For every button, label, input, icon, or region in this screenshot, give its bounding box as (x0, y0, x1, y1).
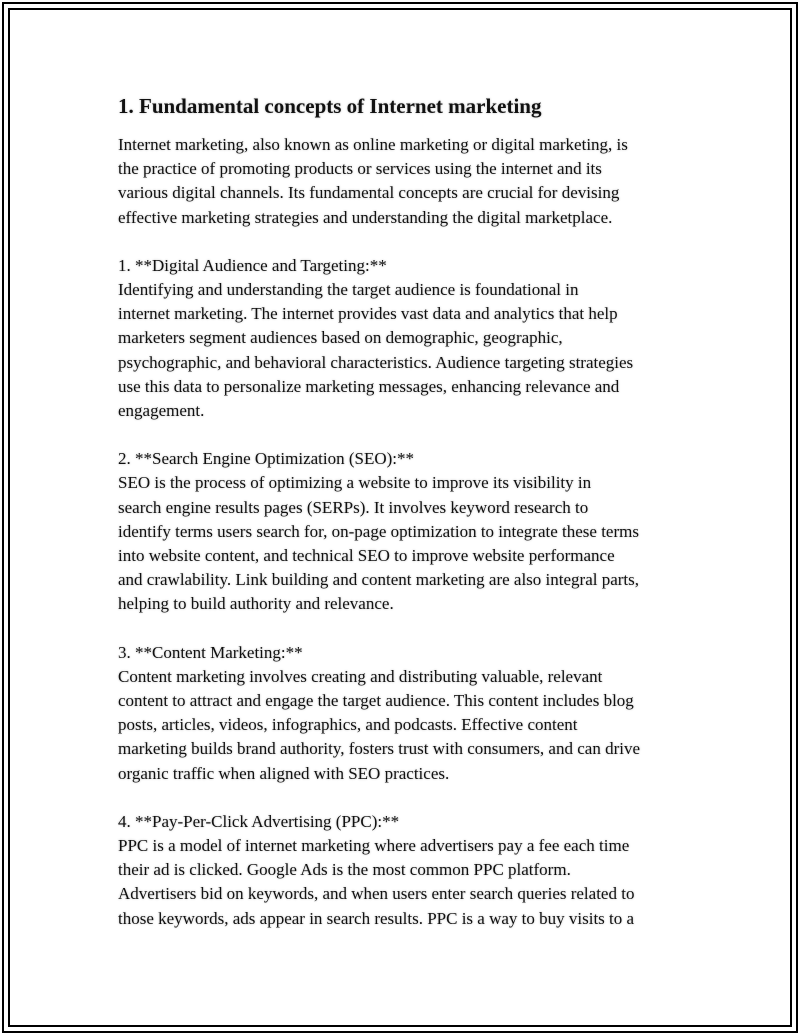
section-ppc (118, 810, 698, 931)
section-seo (118, 447, 698, 616)
section-body: Content marketing involves creating and distributing valuable, relevant content to attract and engage the target audience. This content includes blog posts, articles, videos, infographics, and podcasts. Effective content marketing builds brand authority, fosters trust with consumers, and can drive organic traffic when aligned with SEO practices. (118, 666, 641, 783)
section-title: 2. **Search Engine Optimization (SEO):** (118, 449, 415, 469)
section-body: SEO is the process of optimizing a website to improve its visibility in search engine results pages (SERPs). It involves keyword research to identify terms users search for, on-page optimization to integrate these terms into website content, and technical SEO to improve website performance and crawlability. Link building and content marketing are also integral parts, helping to build authority and relevance. (118, 473, 640, 614)
section-digital-audience (118, 254, 698, 423)
section-body: PPC is a model of internet marketing where advertisers pay a fee each time their ad is clicked. Google Ads is the most common PPC platform. Advertisers bid on keywords, and when users enter search queries related to those keywords, ads appear in search results. PPC is a way to buy visits to a (118, 836, 635, 928)
section-content-marketing (118, 641, 698, 786)
section-title: 1. **Digital Audience and Targeting:** (118, 255, 387, 275)
document-body (118, 92, 698, 955)
section-title: 3. **Content Marketing:** (118, 642, 303, 662)
section-title: 4. **Pay-Per-Click Advertising (PPC):** (118, 811, 400, 831)
section-body: Identifying and understanding the target audience is foundational in internet marketing. The internet provides vast data and analytics that help marketers segment audiences based on demographic, geographic, psychographic, and behavioral characteristics. Audience targeting strategies use this data to personalize marketing messages, enhancing relevance and engagement. (118, 280, 634, 421)
document-heading: 1. Fundamental concepts of Internet marketing (118, 94, 542, 118)
intro-paragraph: Internet marketing, also known as online marketing or digital marketing, is the practice of promoting products or services using the internet and its various digital channels. Its fundamental concepts are crucial for devising effective marketing strategies and understanding the digital marketplace. (118, 135, 628, 227)
